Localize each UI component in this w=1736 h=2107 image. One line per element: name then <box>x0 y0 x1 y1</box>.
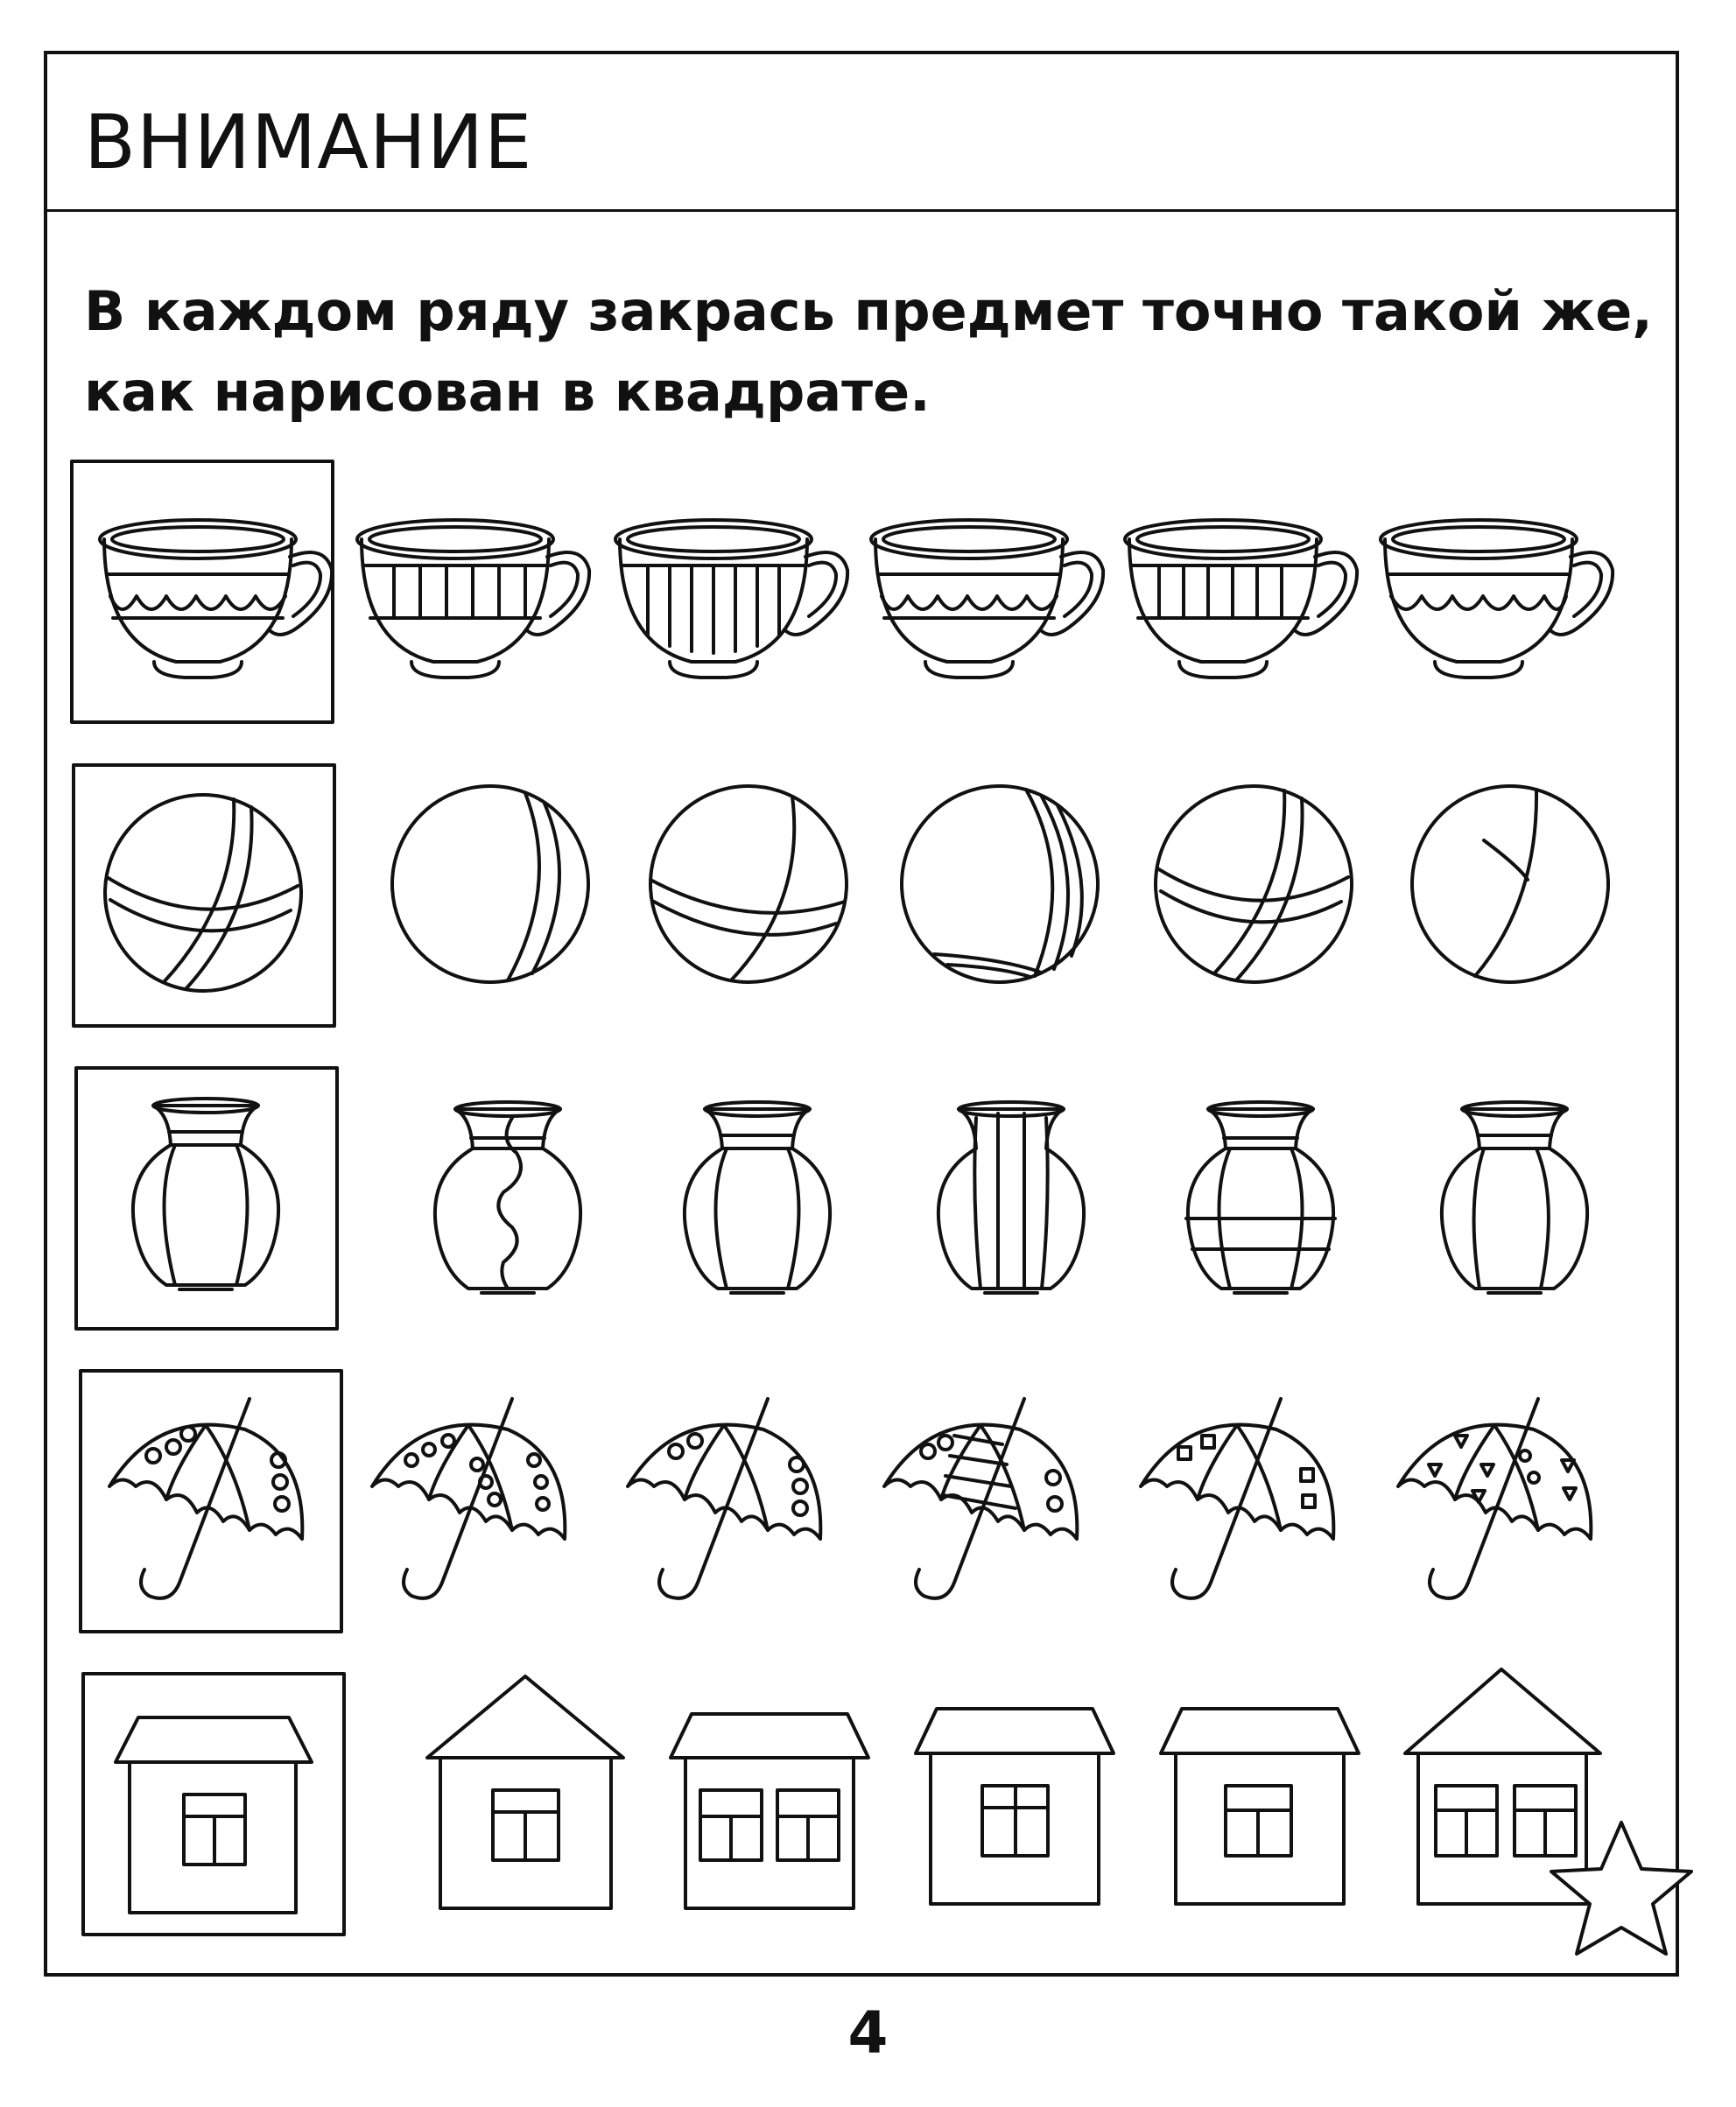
sample-house-icon <box>116 1717 312 1913</box>
house-option-5 <box>1405 1669 1600 1904</box>
vase-option-4 <box>1186 1102 1335 1293</box>
vase-option-2 <box>685 1102 830 1293</box>
sample-vase-icon <box>133 1099 278 1289</box>
page-number: 4 <box>847 1999 889 2067</box>
cup-option-1 <box>357 520 589 678</box>
star-icon <box>1551 1823 1691 1954</box>
umbrella-option-3 <box>884 1399 1077 1598</box>
sample-ball-icon <box>105 795 301 991</box>
sample-box-ball <box>74 765 334 1026</box>
umbrella-option-4 <box>1141 1399 1333 1598</box>
instruction-line-2: как нарисован в квадрате. <box>84 360 931 424</box>
umbrella-option-5 <box>1398 1399 1591 1598</box>
cup-option-4 <box>1125 520 1357 678</box>
house-option-3 <box>916 1709 1114 1904</box>
sample-cup-icon <box>100 520 332 678</box>
sample-umbrella-icon <box>109 1399 302 1598</box>
house-option-2 <box>671 1714 868 1908</box>
sample-box-house <box>83 1674 344 1935</box>
row-houses <box>83 1669 1600 1935</box>
vase-option-5 <box>1442 1102 1587 1293</box>
page-title: ВНИМАНИЕ <box>84 99 533 186</box>
ball-option-4 <box>1156 786 1352 982</box>
ball-option-3 <box>902 786 1098 982</box>
house-option-1 <box>427 1676 623 1908</box>
cup-option-5 <box>1381 520 1613 678</box>
umbrella-option-2 <box>628 1399 820 1598</box>
umbrella-option-1 <box>372 1399 565 1598</box>
cup-option-3 <box>871 520 1103 678</box>
ball-option-2 <box>650 786 847 982</box>
row-umbrellas <box>81 1371 1591 1632</box>
row-vases <box>76 1068 1587 1329</box>
cup-option-2 <box>615 520 847 678</box>
house-option-4 <box>1161 1709 1359 1904</box>
ball-option-5 <box>1412 786 1608 982</box>
instruction-line-1: В каждом ряду закрась предмет точно такой же, <box>84 279 1653 343</box>
ball-option-1 <box>392 786 588 982</box>
row-cups <box>72 461 1613 722</box>
row-balls <box>74 765 1608 1026</box>
vase-option-3 <box>938 1102 1084 1293</box>
vase-option-1 <box>435 1102 580 1293</box>
